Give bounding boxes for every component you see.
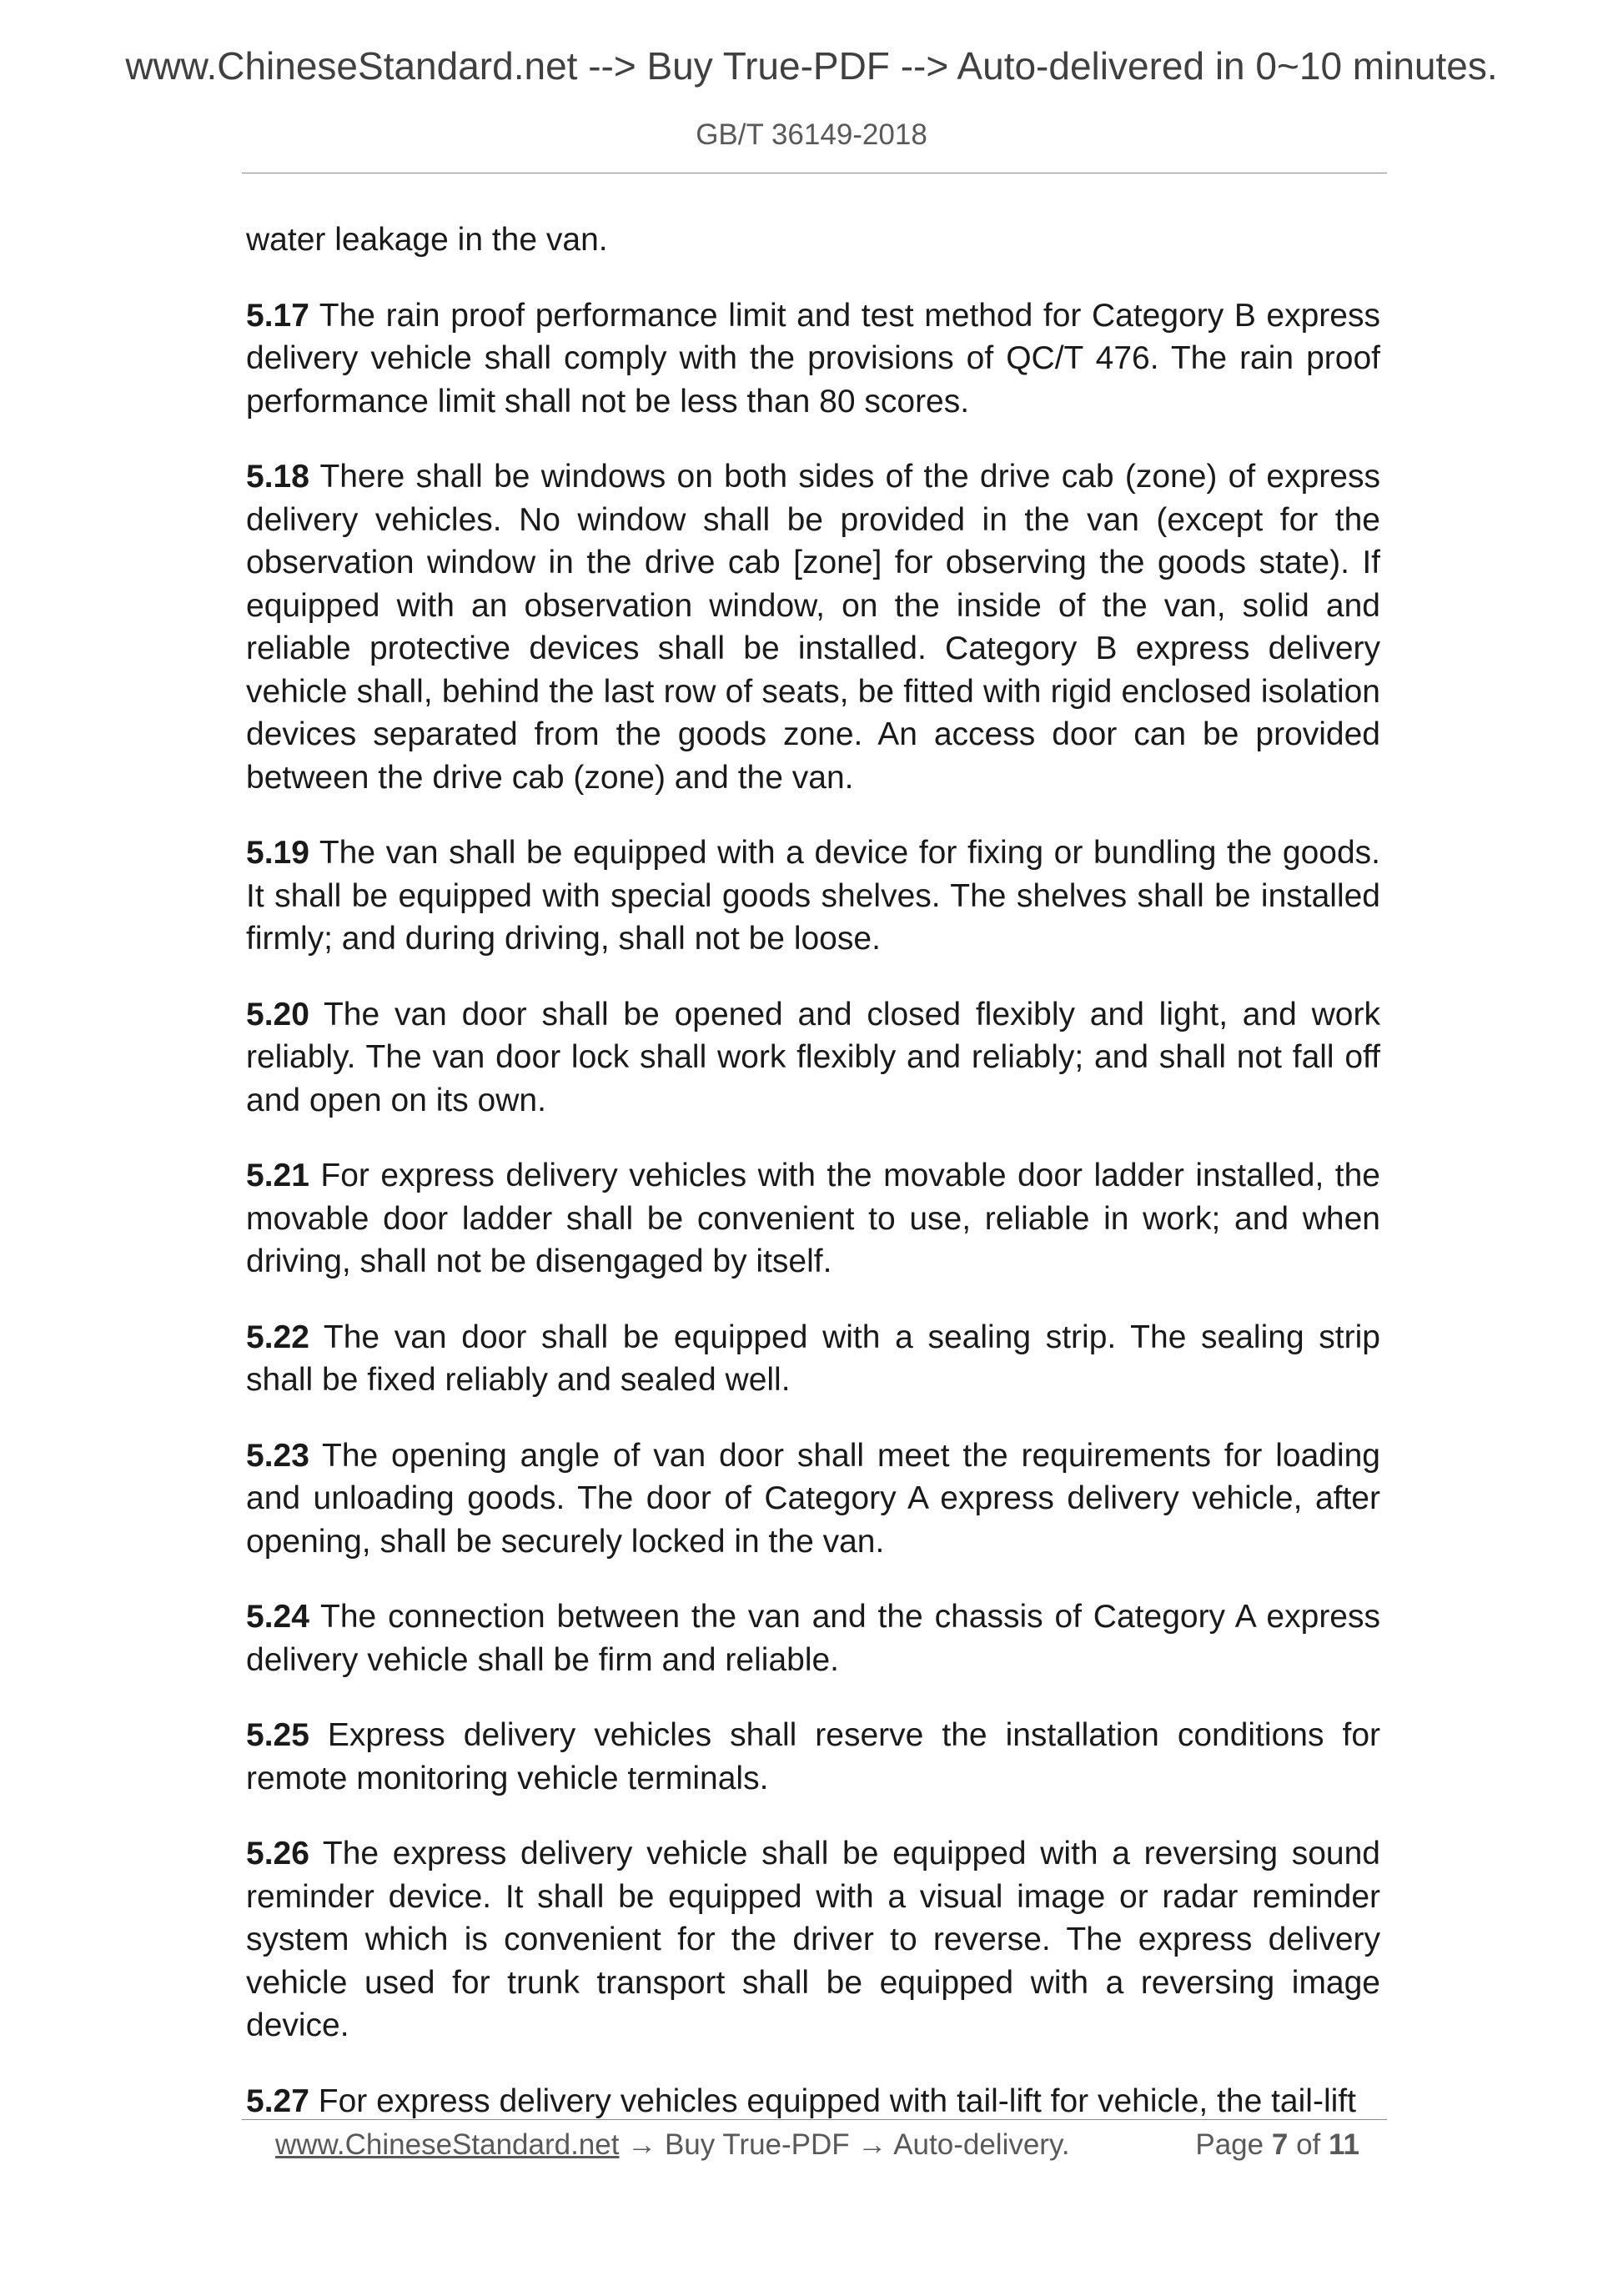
clause-5-27	[246, 2080, 1380, 2123]
header-banner: www.ChineseStandard.net --> Buy True-PDF --> Auto-delivered in 0~10 minutes.	[125, 44, 1498, 88]
clause-5-17	[246, 294, 1380, 424]
footer-buy-text: Buy True-PDF	[664, 2128, 850, 2161]
document-number: GB/T 36149-2018	[696, 118, 927, 151]
clause-text: The van shall be equipped with a device for fixing or bundling the goods. It shall be equipped with special goods shelves. The shelves shall be installed firmly; and during driving, shall not be loose.	[246, 835, 1380, 957]
continued-paragraph: water leakage in the van.	[246, 222, 608, 258]
clause-text: For express delivery vehicles equipped with tail-lift for vehicle, the tail-lift	[318, 2082, 1356, 2119]
clause-5-24	[246, 1595, 1380, 1681]
document-body	[246, 219, 1380, 2155]
clause-text: For express delivery vehicles with the movable door ladder installed, the movable door ladder shall be convenient to use, reliable in work; and when driving, shall not be disengaged by itself.	[246, 1158, 1380, 1279]
clause-number: 5.18	[246, 459, 309, 495]
clause-5-25	[246, 1714, 1380, 1800]
clause-text: Express delivery vehicles shall reserve the installation conditions for remote monitoring vehicle terminals.	[246, 1717, 1380, 1796]
clause-number: 5.25	[246, 1717, 309, 1753]
clause-number: 5.23	[246, 1437, 309, 1474]
clause-number: 5.22	[246, 1319, 309, 1355]
clause-number: 5.27	[246, 2082, 309, 2119]
footer-promo	[275, 2128, 1070, 2162]
clause-text: The connection between the van and the chassis of Category A express delivery vehicle shall be firm and reliable.	[246, 1599, 1380, 1678]
clause-text: The van door shall be opened and closed flexibly and light, and work reliably. The van door lock shall work flexibly and reliably; and shall not fall off and open on its own.	[246, 996, 1380, 1118]
arrow-right-icon: →	[627, 2128, 657, 2161]
page-current: 7	[1271, 2128, 1289, 2161]
clause-number: 5.20	[246, 996, 309, 1032]
clause-text: The van door shall be equipped with a sealing strip. The sealing strip shall be fixed reliably and sealed well.	[246, 1319, 1380, 1398]
clause-text: There shall be windows on both sides of the drive cab (zone) of express delivery vehicles. No window shall be provided in the van (except for the observation window in the drive cab [zone] for observing the goods state). If equipped with an observation window, on the inside of the van, solid and reliable protective devices shall be installed. Category B express delivery vehicle shall, behind the last row of seats, be fitted with rigid enclosed isolation devices separated from the goods zone. An access door can be provided between the drive cab (zone) and the van.	[246, 459, 1380, 796]
clause-5-22	[246, 1316, 1380, 1402]
page-label: Page	[1195, 2128, 1264, 2161]
clause-number: 5.26	[246, 1836, 309, 1871]
clause-text: The opening angle of van door shall meet the requirements for loading and unloading goods. The door of Category A express delivery vehicle, after opening, shall be securely locked in the van.	[246, 1437, 1380, 1560]
page-indicator	[1195, 2128, 1359, 2162]
clause-number: 5.19	[246, 835, 309, 871]
clause-number: 5.17	[246, 297, 309, 334]
clause-5-19	[246, 831, 1380, 961]
footer-auto-text: Auto-delivery.	[893, 2128, 1070, 2161]
footer-site-link[interactable]: www.ChineseStandard.net	[275, 2128, 620, 2161]
clause-text: The rain proof performance limit and test method for Category B express delivery vehicle shall comply with the provisions of QC/T 476. The rain proof performance limit shall not be less than 80 scores.	[246, 297, 1380, 420]
page-total: 11	[1329, 2128, 1359, 2161]
clause-5-23	[246, 1434, 1380, 1564]
clause-5-18	[246, 455, 1380, 799]
page-footer	[275, 2128, 1359, 2170]
clause-5-21	[246, 1154, 1380, 1284]
clause-5-26	[246, 1832, 1380, 2047]
clause-5-20	[246, 993, 1380, 1123]
arrow-right-icon: →	[857, 2128, 887, 2161]
footer-divider	[242, 2119, 1387, 2120]
clause-text: The express delivery vehicle shall be equipped with a reversing sound reminder device. It shall be equipped with a visual image or radar reminder system which is convenient for the driver to reverse. The express delivery vehicle used for trunk transport shall be equipped with a reversing image device.	[246, 1836, 1380, 2043]
clause-number: 5.24	[246, 1599, 309, 1635]
page-of-label: of	[1296, 2128, 1321, 2161]
clause-number: 5.21	[246, 1158, 309, 1193]
